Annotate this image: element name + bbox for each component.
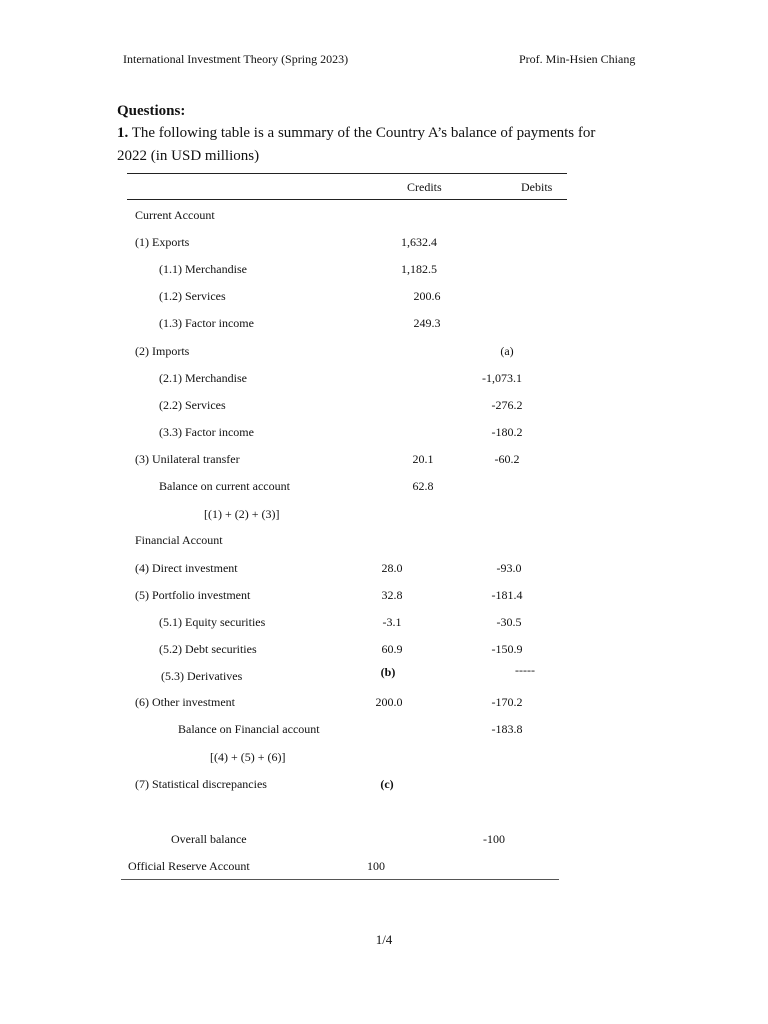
column-header-credits: Credits bbox=[407, 180, 442, 194]
row-debit: -181.4 bbox=[491, 588, 523, 602]
table-header-rule bbox=[127, 199, 567, 200]
row-label: (3.3) Factor income bbox=[159, 425, 254, 439]
page-number: 1/4 bbox=[375, 932, 393, 947]
row-credit: 20.1 bbox=[412, 452, 434, 466]
row-credit: (c) bbox=[380, 777, 394, 791]
table-top-rule bbox=[127, 173, 567, 174]
row-debit: -100 bbox=[483, 832, 505, 846]
row-label: Official Reserve Account bbox=[128, 859, 250, 873]
row-debit: -93.0 bbox=[496, 561, 522, 575]
row-label: (2.2) Services bbox=[159, 398, 226, 412]
question-text-1: The following table is a summary of the Country A’s balance of payments for bbox=[128, 125, 596, 141]
column-header-debits: Debits bbox=[521, 180, 553, 194]
question-1-line-2: 2022 (in USD millions) bbox=[117, 148, 260, 164]
row-label: (1.3) Factor income bbox=[159, 316, 254, 330]
row-label: (5.1) Equity securities bbox=[159, 615, 266, 629]
row-debit: (a) bbox=[500, 344, 514, 358]
row-label: (5.3) Derivatives bbox=[161, 669, 243, 683]
row-label: Financial Account bbox=[135, 533, 223, 547]
row-label: [(1) + (2) + (3)] bbox=[204, 507, 280, 521]
header-course-title: International Investment Theory (Spring 2023) bbox=[123, 52, 349, 66]
row-debit: -180.2 bbox=[491, 425, 523, 439]
row-label: Balance on Financial account bbox=[178, 722, 320, 736]
row-credit: -3.1 bbox=[382, 615, 402, 629]
row-credit: 200.6 bbox=[413, 289, 441, 303]
question-number: 1. bbox=[117, 125, 129, 141]
row-label: [(4) + (5) + (6)] bbox=[210, 750, 286, 764]
row-label: (4) Direct investment bbox=[135, 561, 238, 575]
row-credit: 200.0 bbox=[375, 695, 403, 709]
header-professor: Prof. Min-Hsien Chiang bbox=[519, 52, 636, 66]
row-credit: 60.9 bbox=[381, 642, 403, 656]
row-debit: ----- bbox=[515, 663, 535, 677]
row-credit: 32.8 bbox=[381, 588, 403, 602]
row-label: (2.1) Merchandise bbox=[159, 371, 247, 385]
row-credit: 1,632.4 bbox=[401, 235, 437, 249]
row-label: (7) Statistical discrepancies bbox=[135, 777, 267, 791]
row-label: (3) Unilateral transfer bbox=[135, 452, 240, 466]
row-label: (1) Exports bbox=[135, 235, 190, 249]
row-credit: 100 bbox=[367, 859, 385, 873]
question-1-line-1 bbox=[117, 125, 595, 142]
row-debit: -60.2 bbox=[494, 452, 520, 466]
row-debit: -150.9 bbox=[491, 642, 523, 656]
row-credit: (b) bbox=[380, 665, 396, 679]
row-debit: -170.2 bbox=[491, 695, 523, 709]
row-label: (5) Portfolio investment bbox=[135, 588, 251, 602]
row-debit: -30.5 bbox=[496, 615, 522, 629]
row-credit: 62.8 bbox=[412, 479, 434, 493]
row-label: Current Account bbox=[135, 208, 215, 222]
row-label: Balance on current account bbox=[159, 479, 290, 493]
row-debit: -276.2 bbox=[491, 398, 523, 412]
row-label: (1.1) Merchandise bbox=[159, 262, 247, 276]
row-debit: -183.8 bbox=[491, 722, 523, 736]
row-credit: 1,182.5 bbox=[401, 262, 437, 276]
row-debit: -1,073.1 bbox=[482, 371, 522, 385]
row-label: (2) Imports bbox=[135, 344, 190, 358]
questions-heading: Questions: bbox=[117, 103, 186, 119]
row-credit: 28.0 bbox=[381, 561, 403, 575]
row-label: (1.2) Services bbox=[159, 289, 226, 303]
row-label: (6) Other investment bbox=[135, 695, 235, 709]
table-bottom-rule bbox=[121, 879, 559, 880]
row-label: Overall balance bbox=[171, 832, 247, 846]
row-label: (5.2) Debt securities bbox=[159, 642, 257, 656]
row-credit: 249.3 bbox=[413, 316, 441, 330]
